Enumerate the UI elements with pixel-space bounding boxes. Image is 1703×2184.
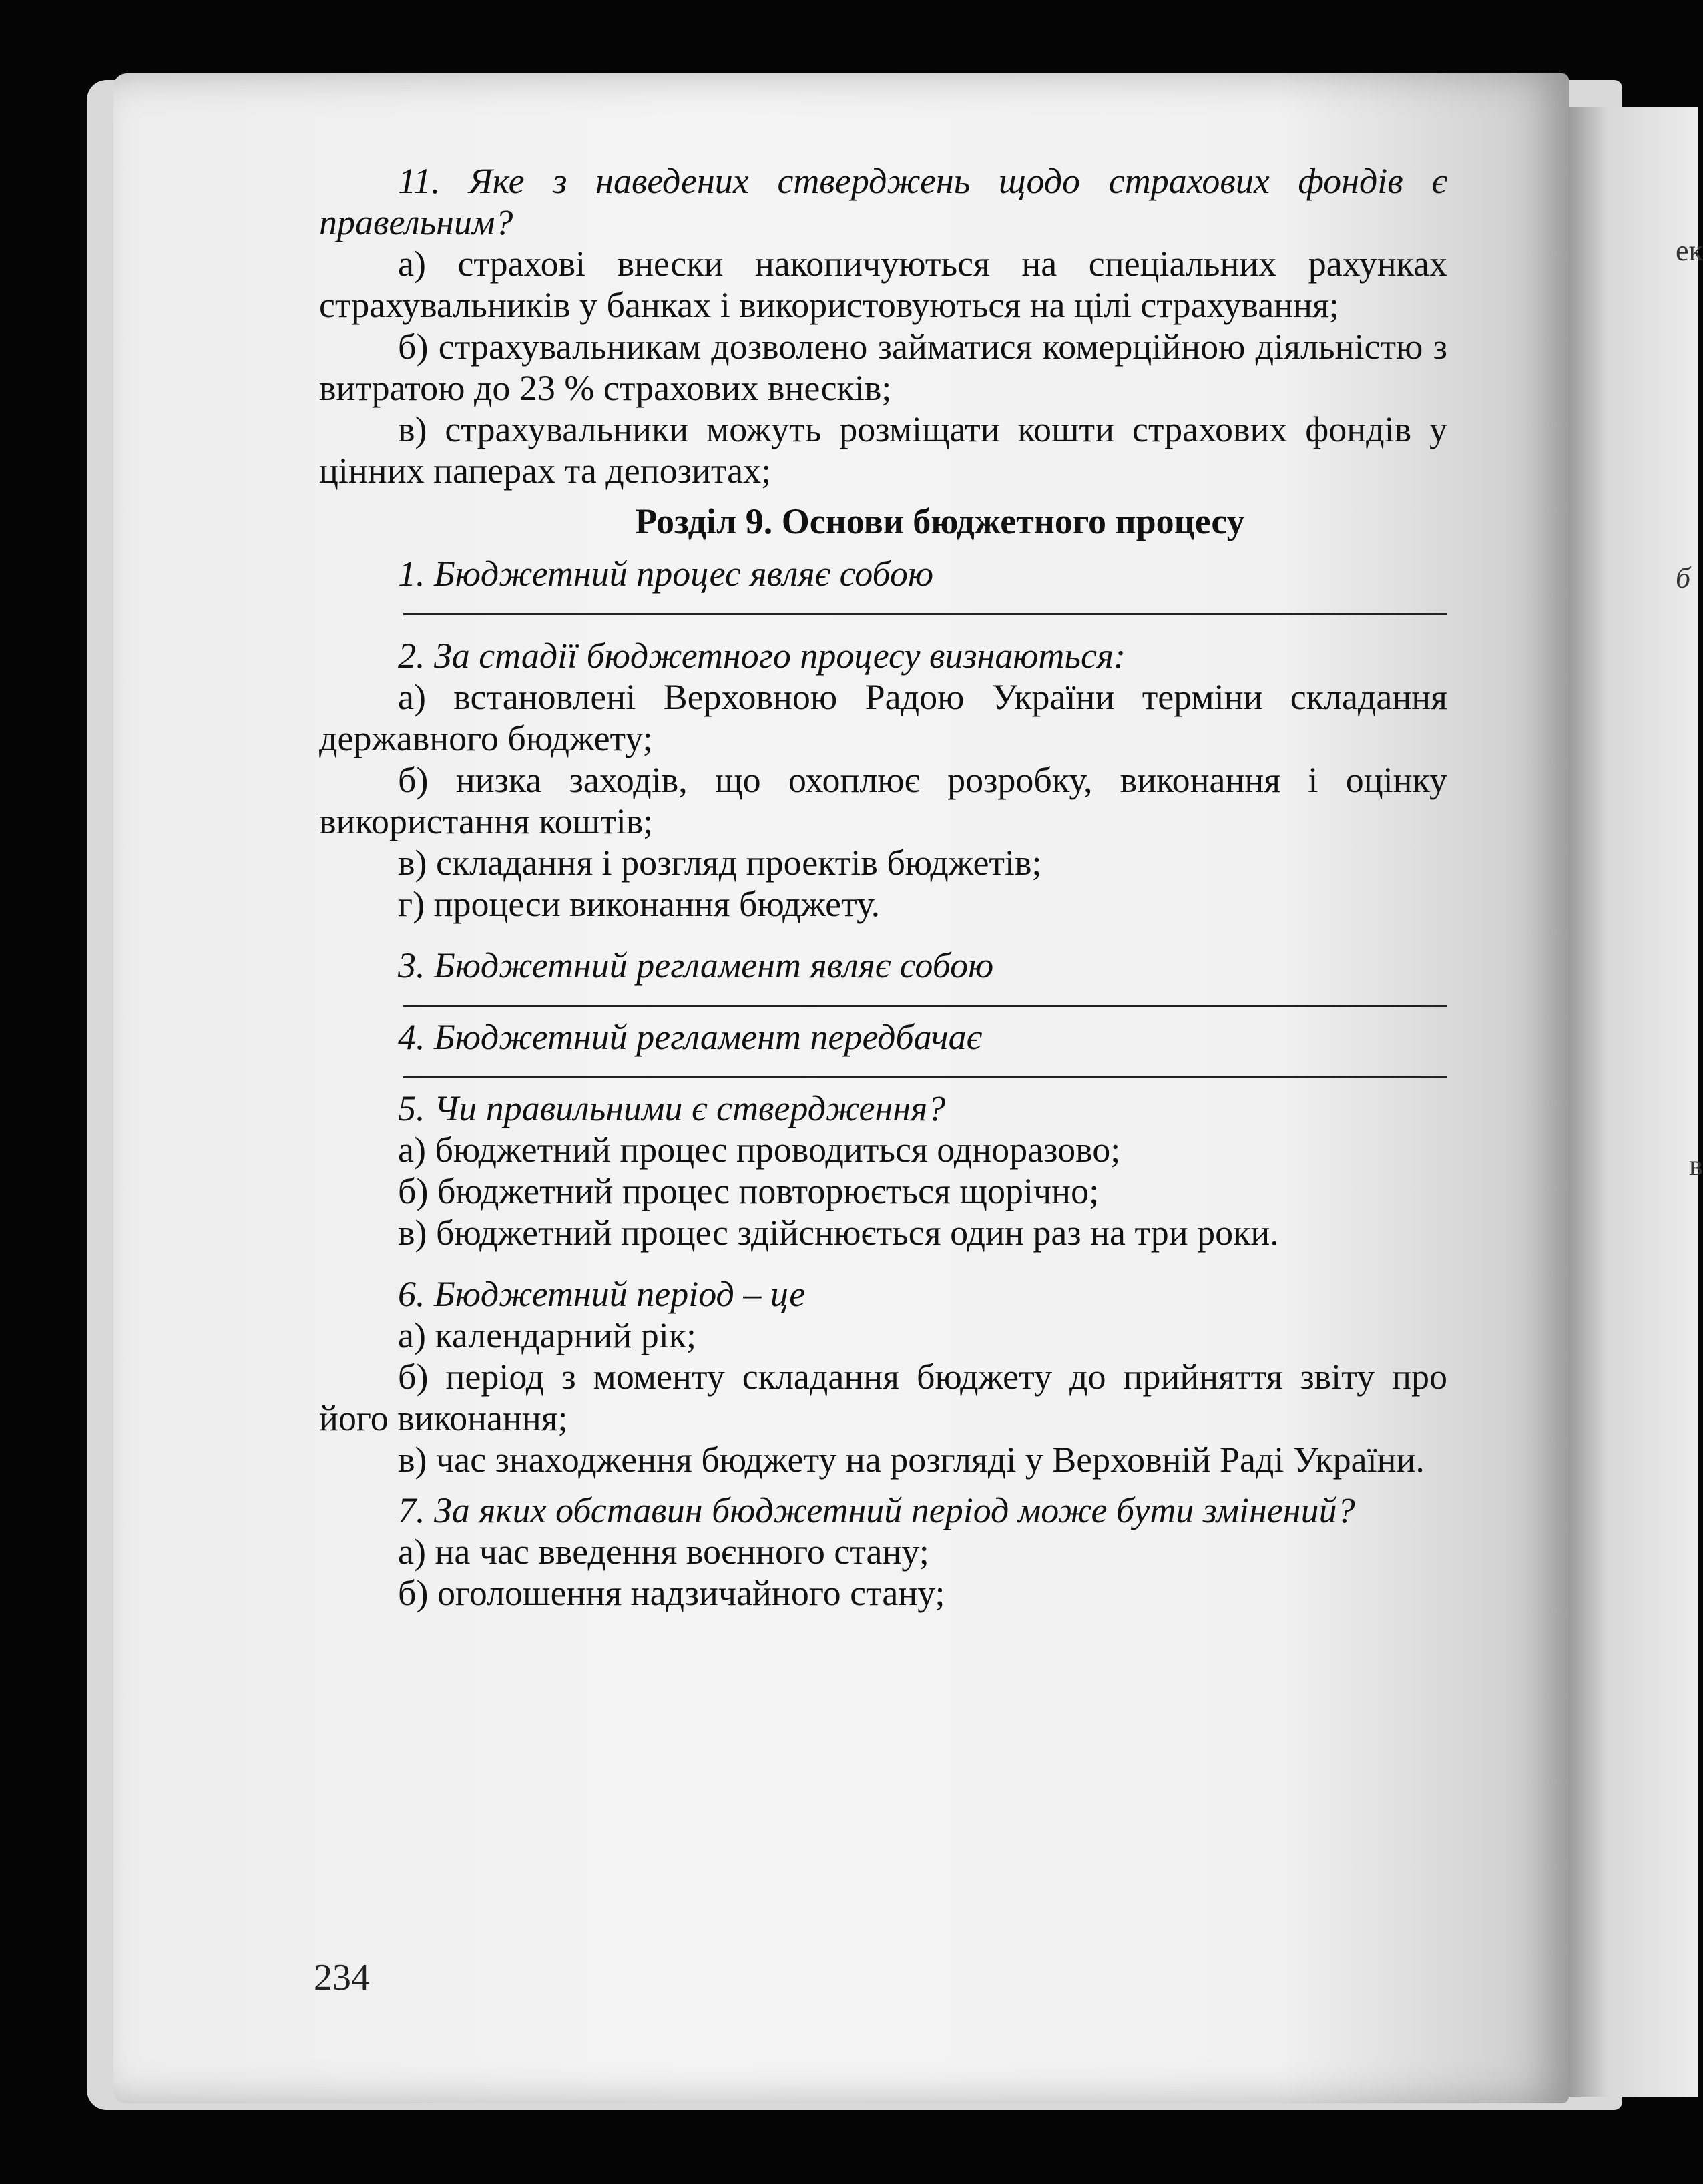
right-page-edge bbox=[1569, 107, 1703, 2097]
page-number: 234 bbox=[314, 1957, 370, 1998]
question-2-option-d: г) процеси виконання бюджету. bbox=[398, 884, 881, 924]
question-2-option-c: в) складання і розгляд проектів бюджетів; bbox=[398, 843, 1042, 883]
page-text bbox=[319, 160, 1447, 1614]
question-11-option-a: а) страхові внески накопичуються на спеціальних рахунках страхувальників у банках і використовуються на цілі страхування; bbox=[319, 244, 1447, 325]
question-11-title: 11. Яке з наведених стверджень щодо страхових фондів є правельним? bbox=[319, 161, 1447, 242]
question-4-title: 4. Бюджетний регламент передбачає bbox=[398, 1017, 983, 1057]
question-6-option-b: б) період з моменту складання бюджету до прийняття звіту про його виконання; bbox=[319, 1357, 1447, 1438]
question-7-option-a: а) на час введення воєнного стану; bbox=[398, 1532, 929, 1572]
question-1-title: 1. Бюджетний процес являє собою bbox=[398, 554, 934, 594]
question-5-option-a: а) бюджетний процес проводиться одноразово; bbox=[398, 1130, 1121, 1170]
question-11-option-b: б) страхувальникам дозволено займатися комерційною діяльністю з витратою до 23 % страхових внесків; bbox=[319, 326, 1447, 408]
right-fragment-3: в bbox=[1689, 1149, 1703, 1182]
question-2-option-a: а) встановлені Верховною Радою України терміни складання державного бюджету; bbox=[319, 677, 1447, 758]
question-6-option-c: в) час знаходження бюджету на розгляді у Верховній Раді України. bbox=[398, 1440, 1425, 1480]
question-2-title: 2. За стадії бюджетного процесу визнаються: bbox=[398, 636, 1126, 676]
answer-line-4 bbox=[403, 1063, 1447, 1078]
question-3-title: 3. Бюджетний регламент являє собою bbox=[398, 945, 994, 986]
question-5-option-b: б) бюджетний процес повторюється щорічно; bbox=[398, 1171, 1100, 1211]
right-fragment-2: б bbox=[1676, 562, 1691, 594]
section-title: Розділ 9. Основи бюджетного процесу bbox=[635, 501, 1245, 541]
question-11-option-c: в) страхувальники можуть розміщати кошти страхових фондів у цінних паперах та депозитах; bbox=[319, 409, 1447, 491]
question-7-option-b: б) оголошення надзичайного стану; bbox=[398, 1573, 945, 1613]
question-6-title: 6. Бюджетний період – це bbox=[398, 1274, 806, 1314]
question-2-option-b: б) низка заходів, що охоплює розробку, виконання і оцінку використання коштів; bbox=[319, 760, 1447, 841]
answer-line-3 bbox=[403, 992, 1447, 1007]
answer-line-1 bbox=[403, 600, 1447, 615]
right-fragment-1: ек bbox=[1676, 234, 1703, 267]
question-5-option-c: в) бюджетний процес здійснюється один раз на три роки. bbox=[398, 1213, 1279, 1253]
question-5-title: 5. Чи правильними є ствердження? bbox=[398, 1088, 946, 1128]
question-6-option-a: а) календарний рік; bbox=[398, 1315, 697, 1355]
question-7-title: 7. За яких обставин бюджетний період може бути змінений? bbox=[398, 1490, 1355, 1530]
